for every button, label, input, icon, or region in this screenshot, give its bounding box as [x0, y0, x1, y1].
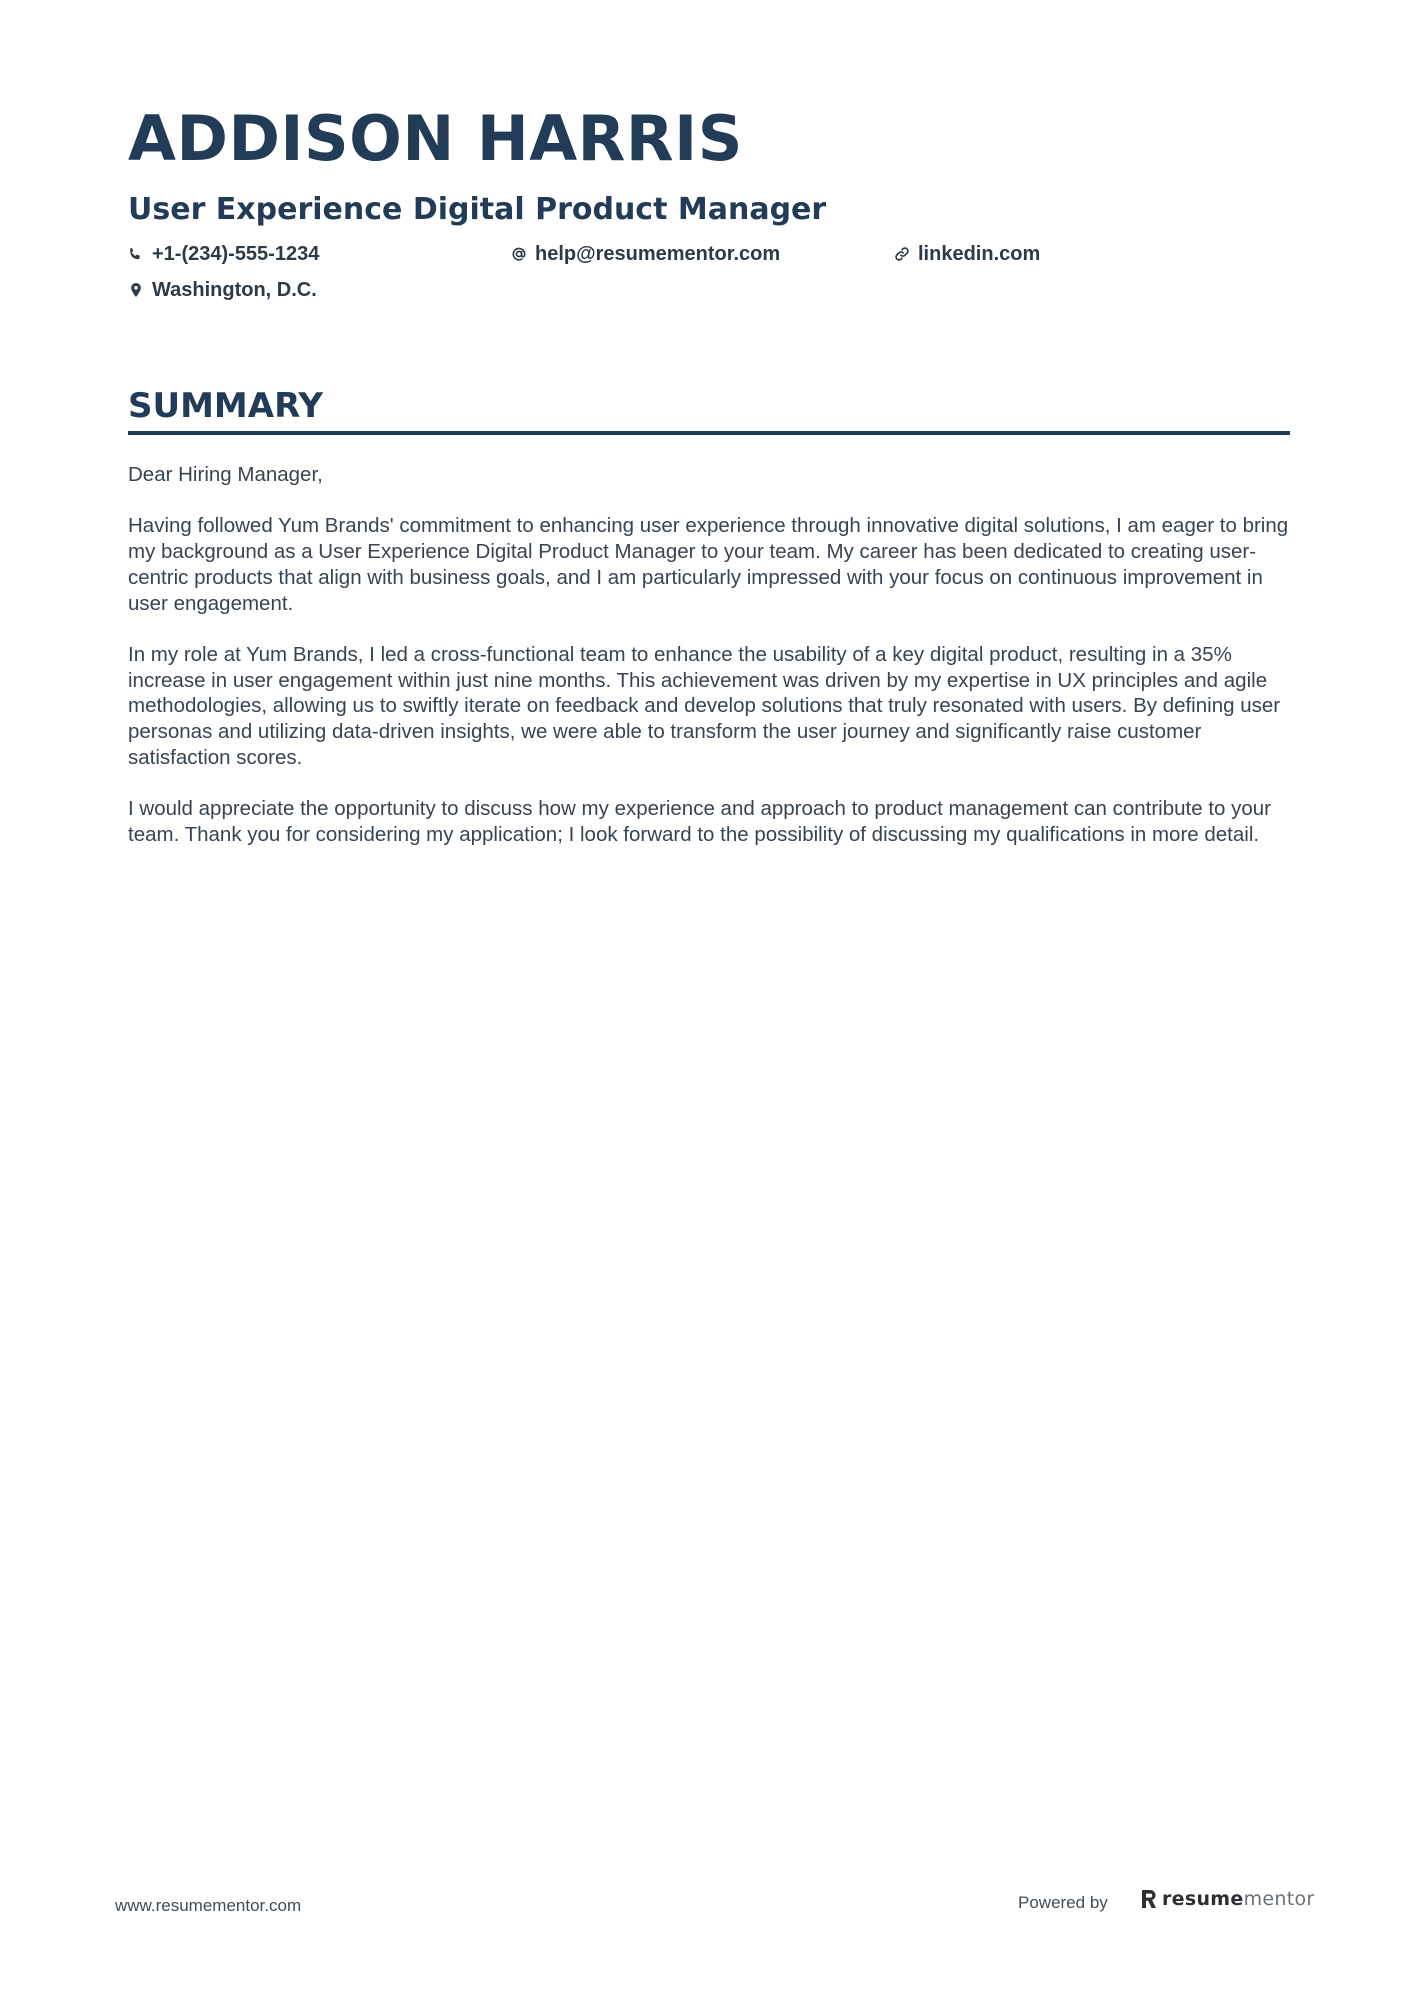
- section-divider: [128, 431, 1290, 435]
- contact-linkedin[interactable]: [894, 244, 1040, 264]
- brand-wordmark-light: mentor: [1243, 1888, 1315, 1910]
- job-title: User Experience Digital Product Manager: [128, 192, 827, 227]
- at-icon: [511, 246, 527, 262]
- resumementor-wordmark: [1162, 1888, 1315, 1910]
- linkedin-link[interactable]: linkedin.com: [918, 243, 1041, 265]
- powered-by-label: Powered by: [1018, 1893, 1108, 1912]
- location-text: Washington, D.C.: [152, 279, 317, 301]
- summary-heading: SUMMARY: [128, 386, 324, 426]
- resumementor-logo[interactable]: [1140, 1888, 1315, 1910]
- contact-email[interactable]: [511, 244, 780, 264]
- contact-location: [128, 280, 317, 300]
- cover-letter-body: [128, 462, 1290, 873]
- phone-number: +1-(234)-555-1234: [152, 243, 320, 265]
- email-address[interactable]: help@resumementor.com: [535, 243, 781, 265]
- candidate-name: ADDISON HARRIS: [128, 102, 743, 175]
- resumementor-logo-icon: [1140, 1888, 1158, 1910]
- letter-paragraph: Having followed Yum Brands' commitment to enhancing user experience through innovative digital solutions, I am eager to bring my background as a User Experience Digital Product Manager to your team. My career has been dedicated to creating user-centric products that align with business goals, and I am particularly impressed with your focus on continuous improvement in user engagement.: [128, 514, 1289, 615]
- footer-website-link[interactable]: www.resumementor.com: [115, 1896, 302, 1915]
- link-icon: [894, 246, 910, 262]
- letter-salutation: Dear Hiring Manager,: [128, 463, 323, 486]
- map-pin-icon: [128, 282, 144, 298]
- phone-icon: [128, 246, 144, 262]
- contact-phone: [128, 244, 319, 264]
- brand-wordmark-bold: resume: [1162, 1888, 1244, 1910]
- letter-paragraph: In my role at Yum Brands, I led a cross-functional team to enhance the usability of a key digital product, resulting in a 35% increase in user engagement within just nine months. This achievement was driven by my expertise in UX principles and agile methodologies, allowing us to swiftly iterate on feedback and develop solutions that truly resonated with users. By defining user personas and utilizing data-driven insights, we were able to transform the user journey and significantly raise customer satisfaction scores.: [128, 642, 1281, 769]
- letter-paragraph: I would appreciate the opportunity to discuss how my experience and approach to product management can contribute to your team. Thank you for considering my application; I look forward to the possibility of discussing my qualifications in more detail.: [128, 797, 1271, 846]
